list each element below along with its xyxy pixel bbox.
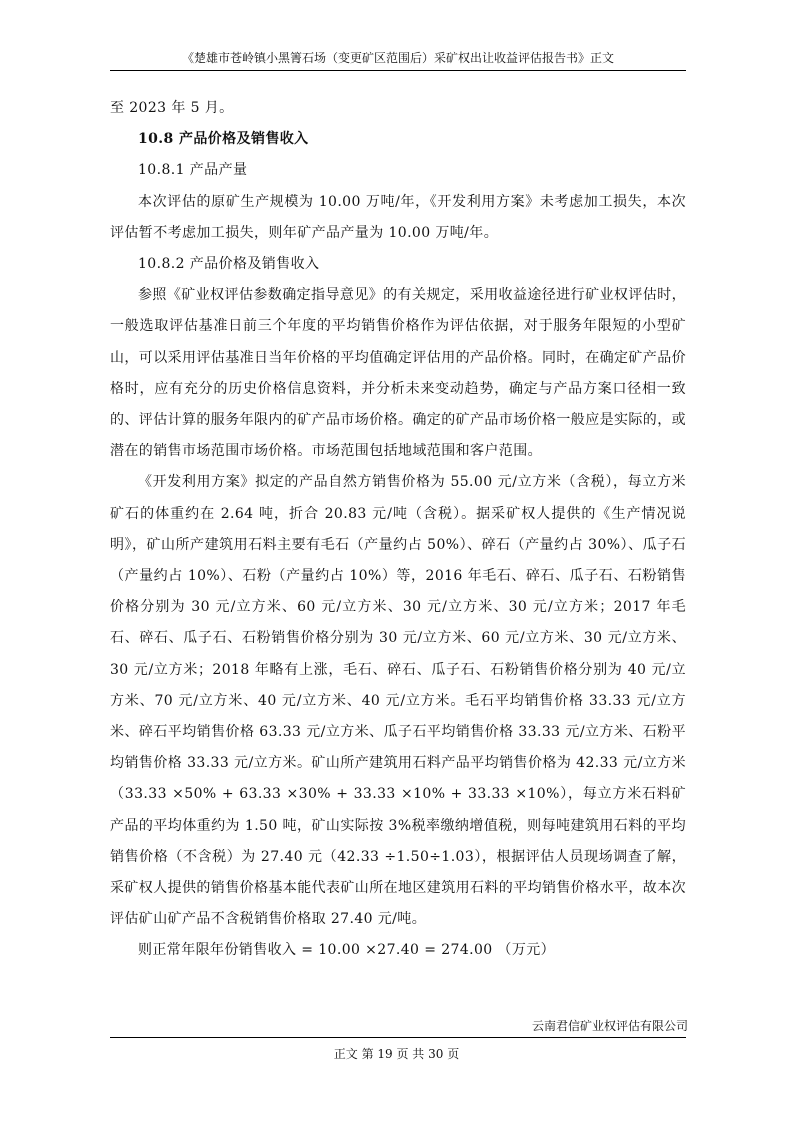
header-rule bbox=[110, 70, 686, 71]
running-header: 《楚雄市苍岭镇小黑箐石场（变更矿区范围后）采矿权出让收益评估报告书》正文 bbox=[181, 51, 614, 65]
paragraph-output: 本次评估的原矿生产规模为 10.00 万吨/年，《开发利用方案》未考虑加工损失，本次评估暂不考虑加工损失，则年矿产品产量为 10.00 万吨/年。 bbox=[110, 193, 686, 241]
section-heading: 10.8 产品价格及销售收入 bbox=[138, 131, 309, 148]
continuation-line: 至 2023 年 5 月。 bbox=[110, 100, 234, 116]
document-body bbox=[110, 93, 686, 967]
subsection-heading-price: 10.8.2 产品价格及销售收入 bbox=[138, 256, 320, 273]
subsection-heading-output: 10.8.1 产品产量 bbox=[138, 162, 248, 179]
paragraph-price-details: 《开发利用方案》拟定的产品自然方销售价格为 55.00 元/立方米（含税），每立方米矿石的体重约在 2.64 吨，折合 20.83 元/吨（含税）。据采矿权人提供的《生产情况说明》，矿山所产建筑用石料主要有毛石（产量约占 50%）、碎石（产量约占 30%）、瓜子石（产量约占 10%）、石粉（产量约占 10%）等，2016 年毛石、碎石、瓜子石、石粉销售价格分别为 30 元/立方米、60 元/立方米、30 元/立方米、30 元/立方米；2017 年毛石、碎石、瓜子石、石粉销售价格分别为 30 元/立方米、60 元/立方米、30 元/立方米、30 元/立方米；2018 年略有上涨，毛石、碎石、瓜子石、石粉销售价格分别为 40 元/立方米、70 元/立方米、40 元/立方米、40 元/立方米。毛石平均销售价格 33.33 元/立方米、碎石平均销售价格 63.33 元/立方米、瓜子石平均销售价格 33.33 元/立方米、石粉平均销售价格 33.33 元/立方米。矿山所产建筑用石料产品平均销售价格为 42.33 元/立方米（33.33 ×50% + 63.33 ×30% + 33.33 ×10% + 33.33 ×10%），每立方米石料矿产品的平均体重约为 1.50 吨，矿山实际按 3%税率缴纳增值税，则每吨建筑用石料的平均销售价格（不含税）为 27.40 元（42.33 ÷1.50÷1.03），根据评估人员现场调查了解，采矿权人提供的销售价格基本能代表矿山所在地区建筑用石料的平均销售价格水平，故本次评估矿山矿产品不含税销售价格取 27.40 元/吨。 bbox=[110, 474, 686, 928]
footer-rule bbox=[110, 1037, 686, 1038]
revenue-formula: 则正常年限年份销售收入 = 10.00 ×27.40 = 274.00 （万元） bbox=[138, 942, 556, 959]
footer-company: 云南君信矿业权评估有限公司 bbox=[531, 1019, 688, 1033]
paragraph-price-guidance: 参照《矿业权评估参数确定指导意见》的有关规定，采用收益途径进行矿业权评估时，一般选取评估基准日前三个年度的平均销售价格作为评估依据，对于服务年限短的小型矿山，可以采用评估基准日当年价格的平均值确定评估用的产品价格。同时，在确定矿产品价格时，应有充分的历史价格信息资料，并分析未来变动趋势，确定与产品方案口径相一致的、评估计算的服务年限内的矿产品市场价格。确定的矿产品市场价格一般应是实际的，或潜在的销售市场范围市场价格。市场范围包括地域范围和客户范围。 bbox=[110, 287, 686, 460]
page-number: 正文 第 19 页 共 30 页 bbox=[333, 1047, 460, 1061]
